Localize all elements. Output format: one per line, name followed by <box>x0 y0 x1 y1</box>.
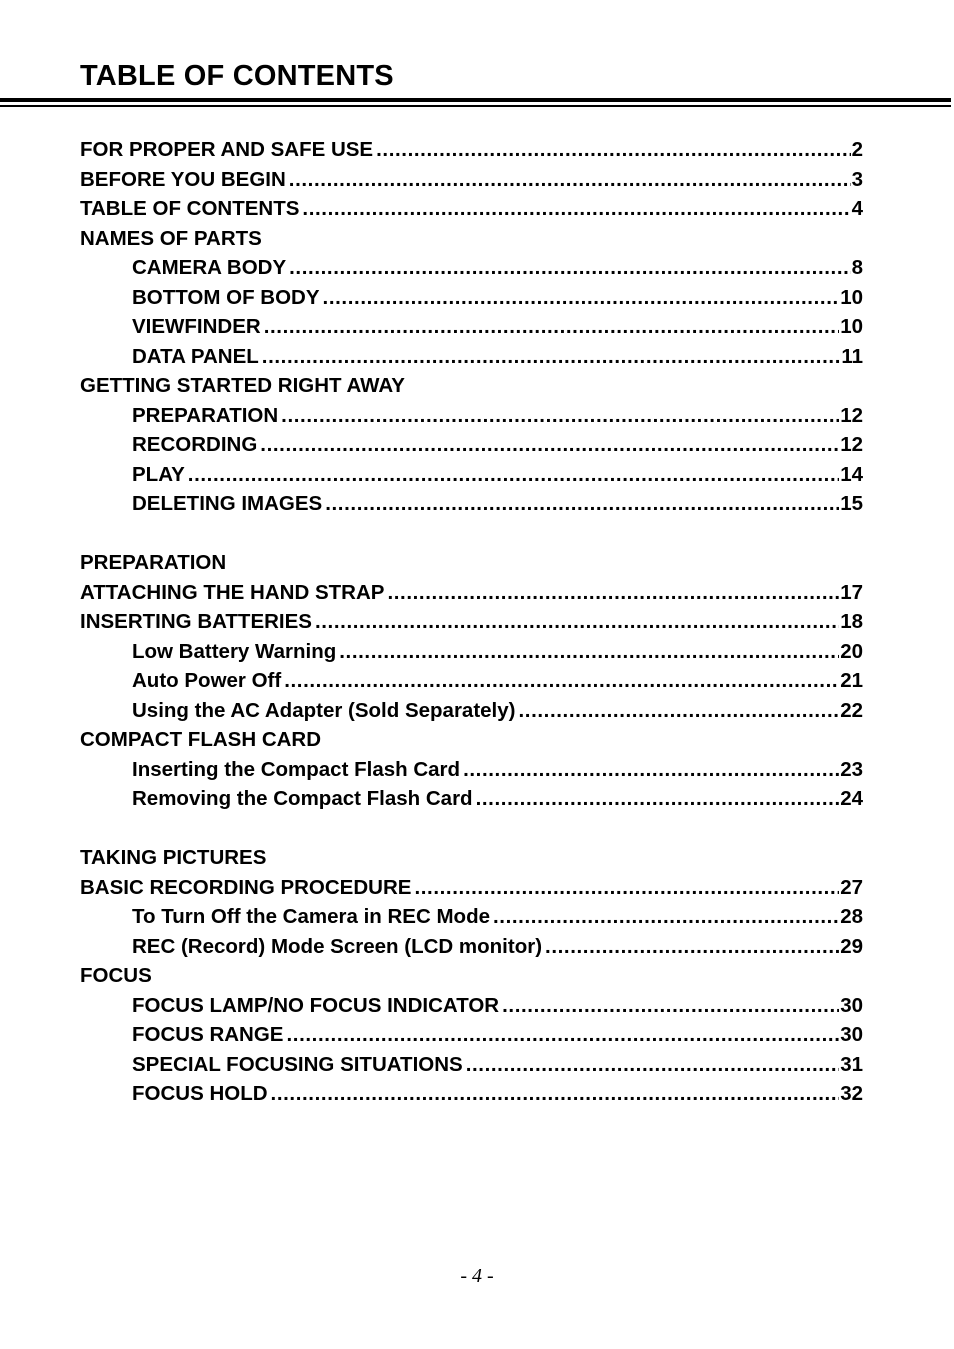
toc-dot-leader <box>476 787 840 811</box>
toc-dot-leader <box>518 699 839 723</box>
toc-entry-page: 28 <box>840 905 863 928</box>
toc-entry <box>80 1082 863 1112</box>
toc-entry-page: 23 <box>840 757 863 781</box>
toc-entry-label: BASIC RECORDING PROCEDURE <box>80 875 412 899</box>
toc-entry-page: 29 <box>840 934 863 958</box>
toc-entry-page: 10 <box>840 315 863 338</box>
toc-entry-label: FOCUS HOLD <box>132 1082 268 1105</box>
toc-entry-page: 21 <box>840 669 863 692</box>
title-rule-thin <box>0 105 951 107</box>
toc-entry-page: 12 <box>840 403 863 427</box>
toc-entry-label: BOTTOM OF BODY <box>132 285 320 309</box>
toc-entry-page: 30 <box>840 993 863 1017</box>
toc-entry-label: FOCUS RANGE <box>132 1023 284 1046</box>
toc-dot-leader <box>414 876 839 900</box>
toc-entry-label: ATTACHING THE HAND STRAP <box>80 580 385 604</box>
toc-dot-leader <box>466 1053 840 1077</box>
toc-entry-page: 18 <box>840 610 863 633</box>
toc-dot-leader <box>315 610 839 634</box>
toc-dot-leader <box>325 492 839 516</box>
toc-entry-page: 31 <box>840 1052 863 1076</box>
toc-entry-label: REC (Record) Mode Screen (LCD monitor) <box>132 934 543 958</box>
toc-entry <box>80 404 863 434</box>
toc-entry-label: Removing the Compact Flash Card <box>132 787 473 810</box>
toc-entry-label: SPECIAL FOCUSING SITUATIONS <box>132 1052 463 1076</box>
toc-entry-label: FOR PROPER AND SAFE USE <box>80 138 374 161</box>
toc-entry-label: PREPARATION <box>80 551 227 574</box>
toc-entry-label: Auto Power Off <box>132 669 282 692</box>
toc-dot-leader <box>545 935 839 959</box>
toc-section-heading <box>80 964 863 994</box>
toc-entry <box>80 758 863 788</box>
page-number: - 4 - <box>460 1265 494 1287</box>
toc-entry <box>80 876 863 906</box>
toc-entry-label: Inserting the Compact Flash Card <box>132 757 461 781</box>
toc-entry-page: 24 <box>840 787 863 810</box>
toc-entry-label: FOCUS LAMP/NO FOCUS INDICATOR <box>132 993 500 1017</box>
toc-spacer <box>80 817 863 847</box>
toc-entry-label: PREPARATION <box>132 403 279 427</box>
toc-entry-label: RECORDING <box>132 433 258 456</box>
toc-dot-leader <box>284 669 839 693</box>
toc-dot-leader <box>493 905 839 929</box>
toc-dot-leader <box>271 1082 840 1106</box>
toc-entry <box>80 168 863 198</box>
toc-entry-page: 17 <box>840 580 863 604</box>
toc-entry-page: 30 <box>840 1023 863 1046</box>
toc-entry <box>80 492 863 522</box>
toc-entry-page: 15 <box>840 492 863 515</box>
toc-entry-label: NAMES OF PARTS <box>80 226 262 250</box>
toc-dot-leader <box>387 581 839 605</box>
toc-list <box>80 138 863 1112</box>
toc-entry <box>80 138 863 168</box>
toc-entry-label: PLAY <box>132 462 185 486</box>
toc-entry-page: 12 <box>840 433 863 456</box>
toc-entry <box>80 433 863 463</box>
toc-entry <box>80 315 863 345</box>
toc-dot-leader <box>339 640 839 664</box>
toc-entry <box>80 197 863 227</box>
toc-dot-leader <box>502 994 839 1018</box>
toc-entry <box>80 610 863 640</box>
toc-entry-page: 20 <box>840 639 863 663</box>
toc-entry-page: 10 <box>840 285 863 309</box>
title-rule-thick <box>0 98 951 102</box>
toc-section-heading <box>80 227 863 257</box>
toc-entry-label: COMPACT FLASH CARD <box>80 728 322 751</box>
toc-entry-label: BEFORE YOU BEGIN <box>80 167 286 191</box>
toc-entry-label: GETTING STARTED RIGHT AWAY <box>80 374 405 397</box>
toc-entry-page: 27 <box>840 875 863 899</box>
page-title: TABLE OF CONTENTS <box>80 60 394 92</box>
toc-dot-leader <box>302 197 850 221</box>
toc-entry <box>80 286 863 316</box>
toc-entry <box>80 905 863 935</box>
toc-dot-leader <box>376 138 850 162</box>
toc-entry-label: CAMERA BODY <box>132 256 287 279</box>
toc-entry <box>80 699 863 729</box>
toc-section-heading <box>80 846 863 876</box>
toc-entry <box>80 581 863 611</box>
toc-entry <box>80 787 863 817</box>
toc-entry-label: DATA PANEL <box>132 344 259 368</box>
toc-dot-leader <box>323 286 840 310</box>
toc-dot-leader <box>264 315 839 339</box>
toc-entry-page: 32 <box>840 1082 863 1105</box>
toc-entry-page: 8 <box>851 256 863 279</box>
toc-dot-leader <box>188 463 839 487</box>
toc-entry-page: 14 <box>840 462 863 486</box>
toc-spacer <box>80 522 863 552</box>
toc-section-heading <box>80 551 863 581</box>
toc-entry <box>80 669 863 699</box>
toc-entry <box>80 1053 863 1083</box>
toc-entry-page: 2 <box>851 138 863 161</box>
toc-entry-label: Using the AC Adapter (Sold Separately) <box>132 698 516 722</box>
toc-dot-leader <box>262 345 841 369</box>
toc-dot-leader <box>463 758 839 782</box>
toc-entry-label: FOCUS <box>80 964 152 987</box>
toc-section-heading <box>80 374 863 404</box>
toc-entry-label: To Turn Off the Camera in REC Mode <box>132 905 490 928</box>
toc-entry-label: VIEWFINDER <box>132 315 261 338</box>
toc-entry-page: 4 <box>851 197 863 220</box>
toc-dot-leader <box>260 433 839 457</box>
toc-entry <box>80 1023 863 1053</box>
toc-entry-page: 3 <box>851 167 863 191</box>
toc-entry-label: INSERTING BATTERIES <box>80 610 312 633</box>
toc-section-heading <box>80 728 863 758</box>
toc-entry-page: 11 <box>841 344 863 368</box>
toc-entry-page: 22 <box>840 698 863 722</box>
toc-entry <box>80 256 863 286</box>
toc-entry-label: TABLE OF CONTENTS <box>80 197 300 220</box>
toc-dot-leader <box>289 168 851 192</box>
toc-entry-label: DELETING IMAGES <box>132 492 323 515</box>
toc-entry <box>80 994 863 1024</box>
toc-dot-leader <box>289 256 850 280</box>
toc-entry <box>80 640 863 670</box>
toc-entry-label: Low Battery Warning <box>132 639 337 663</box>
toc-entry <box>80 935 863 965</box>
toc-entry-label: TAKING PICTURES <box>80 846 267 869</box>
toc-entry <box>80 345 863 375</box>
toc-dot-leader <box>281 404 839 428</box>
toc-dot-leader <box>286 1023 839 1047</box>
toc-entry <box>80 463 863 493</box>
